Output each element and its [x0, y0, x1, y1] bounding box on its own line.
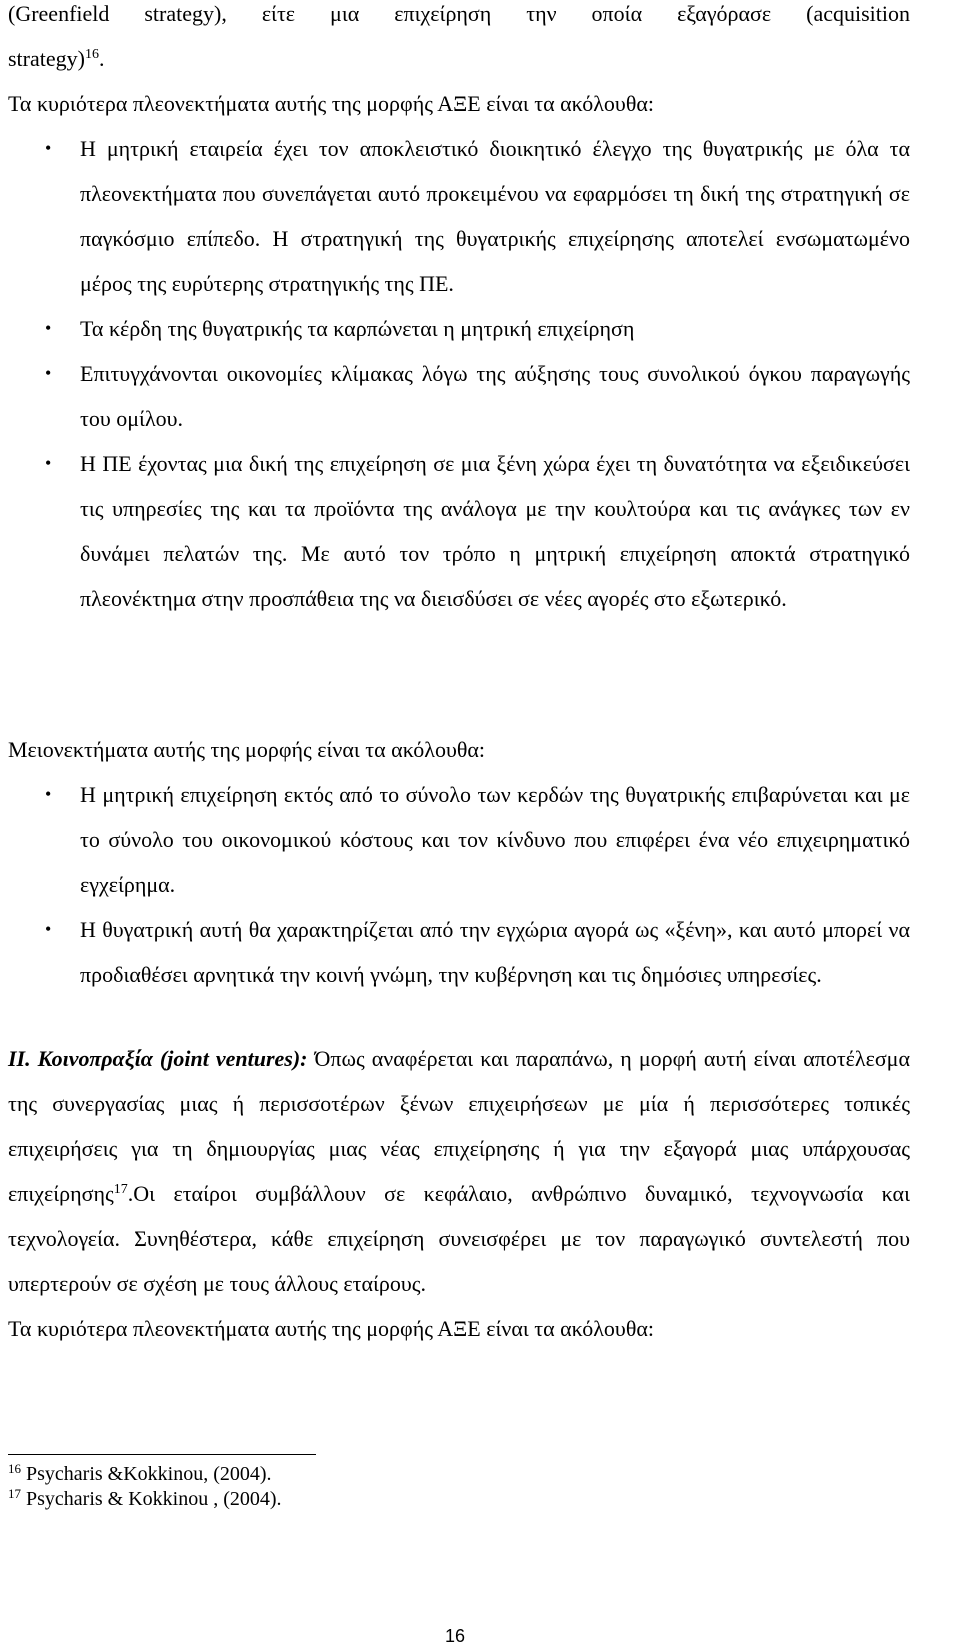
bullet-icon: •	[45, 784, 52, 804]
footnote	[8, 1487, 282, 1512]
footnote-number: 16	[8, 1461, 21, 1476]
disadvantages-list	[8, 772, 910, 997]
body-text: strategy)	[8, 46, 85, 71]
footnote-ref-16: 16	[84, 47, 99, 62]
list-item	[8, 441, 910, 621]
list-item-text: Η ΠΕ έχοντας μια δική της επιχείρηση σε μια ξένη χώρα έχει τη δυνατότητα να εξειδικεύσει τις υπηρεσίες της και τα προϊόντα της ανάλογα με την κουλτούρα και τις ανάγκες των εν δυνάμει πελατών της. Με αυτό τον τρόπο η μητρική επιχείρηση αποκτά στρατηγικό πλεονέκτημα στην προσπάθεια της να διεισδύσει σε νέες αγορές στο εξωτερικό.	[80, 451, 910, 611]
list-item-text: Η μητρική εταιρεία έχει τον αποκλειστικό διοικητικό έλεγχο της θυγατρικής με όλα τα πλεονεκτήματα που συνεπάγεται αυτό προκειμένου να εφαρμόσει τη δική της στρατηγική σε παγκόσμιο επίπεδο. Η στρατηγική της θυγατρικής επιχείρησης αποτελεί ενσωματωμένο μέρος της ευρύτερης στρατηγικής της ΠΕ.	[80, 136, 910, 296]
body-text: Τα κυριότερα πλεονεκτήματα αυτής της μορφής ΑΞΕ είναι τα ακόλουθα:	[8, 1316, 654, 1341]
list-item	[8, 306, 910, 351]
bullet-icon: •	[45, 318, 52, 338]
subsection-title: ΙΙ. Κοινοπραξία (joint ventures):	[8, 1046, 308, 1071]
joint-ventures-section	[8, 1036, 910, 1351]
list-item-text: Η μητρική επιχείρηση εκτός από το σύνολο των κερδών της θυγατρικής επιβαρύνεται και με το σύνολο του οικονομικού κόστους και τον κίνδυνο που επιφέρει ένα νέο επιχειρηματικό εγχείρημα.	[80, 782, 910, 897]
section-heading	[8, 727, 910, 772]
paragraph	[8, 1306, 910, 1351]
body-text: Όπως αναφέρεται και παραπάνω, η μορφή αυτή είναι αποτέλεσμα της συνεργασίας μιας ή περισσοτέρων ξένων επιχειρήσεων με μία ή περισσότερες τοπικές επιχειρήσεις για τη δημιουργίας μιας νέας επιχείρησης ή για την εξαγορά μιας υπάρχουσας επιχείρησης	[8, 1046, 910, 1206]
list-item	[8, 907, 910, 997]
list-item-text: Τα κέρδη της θυγατρικής τα καρπώνεται η μητρική επιχείρηση	[80, 316, 635, 341]
body-text: .Οι εταίροι συμβάλλουν σε κεφάλαιο, ανθρώπινο δυναμικό, τεχνογνωσία και τεχνολογεία. Συνηθέστερα, κάθε επιχείρηση συνεισφέρει με τον παραγωγικό συντελεστή που υπερτερούν σε σχέση με τους άλλους εταίρους.	[8, 1181, 910, 1296]
bullet-icon: •	[45, 363, 52, 383]
list-item	[8, 772, 910, 907]
section-heading	[8, 81, 910, 126]
footnote-text: Psycharis & Kokkinou , (2004).	[26, 1488, 282, 1510]
footnote	[8, 1462, 282, 1487]
list-item-text: Η θυγατρική αυτή θα χαρακτηρίζεται από την εγχώρια αγορά ως «ξένη», και αυτό μπορεί να προδιαθέσει αρνητικά την κοινή γνώμη, την κυβέρνηση και τις δημόσιες υπηρεσίες.	[80, 917, 910, 987]
body-text: Μειονεκτήματα αυτής της μορφής είναι τα ακόλουθα:	[8, 737, 486, 762]
paragraph-line	[8, 0, 910, 36]
body-text: .	[98, 46, 105, 71]
paragraph-line	[8, 36, 910, 81]
advantages-section	[8, 0, 910, 621]
bullet-icon: •	[45, 919, 52, 939]
bullet-icon: •	[45, 453, 52, 473]
body-text: (Greenfield strategy), είτε μια επιχείρηση την οποία εξαγόρασε (acquisition	[8, 1, 910, 26]
list-item-text: Επιτυγχάνονται οικονομίες κλίμακας λόγω της αύξησης τους συνολικού όγκου παραγωγής του ομίλου.	[80, 361, 910, 431]
list-item	[8, 351, 910, 441]
body-text: Τα κυριότερα πλεονεκτήματα αυτής της μορφής ΑΞΕ είναι τα ακόλουθα:	[8, 91, 654, 116]
footnote-number: 17	[8, 1486, 21, 1501]
footnote-ref-17: 17	[113, 1182, 128, 1197]
footnote-text: Psycharis &Kokkinou, (2004).	[26, 1463, 272, 1485]
bullet-icon: •	[45, 138, 52, 158]
page-number: 16	[444, 1626, 466, 1646]
disadvantages-section	[8, 727, 910, 997]
footnotes	[8, 1462, 282, 1512]
list-item	[8, 126, 910, 306]
advantages-list	[8, 126, 910, 621]
paragraph	[8, 1036, 910, 1306]
footnote-separator	[8, 1454, 316, 1455]
